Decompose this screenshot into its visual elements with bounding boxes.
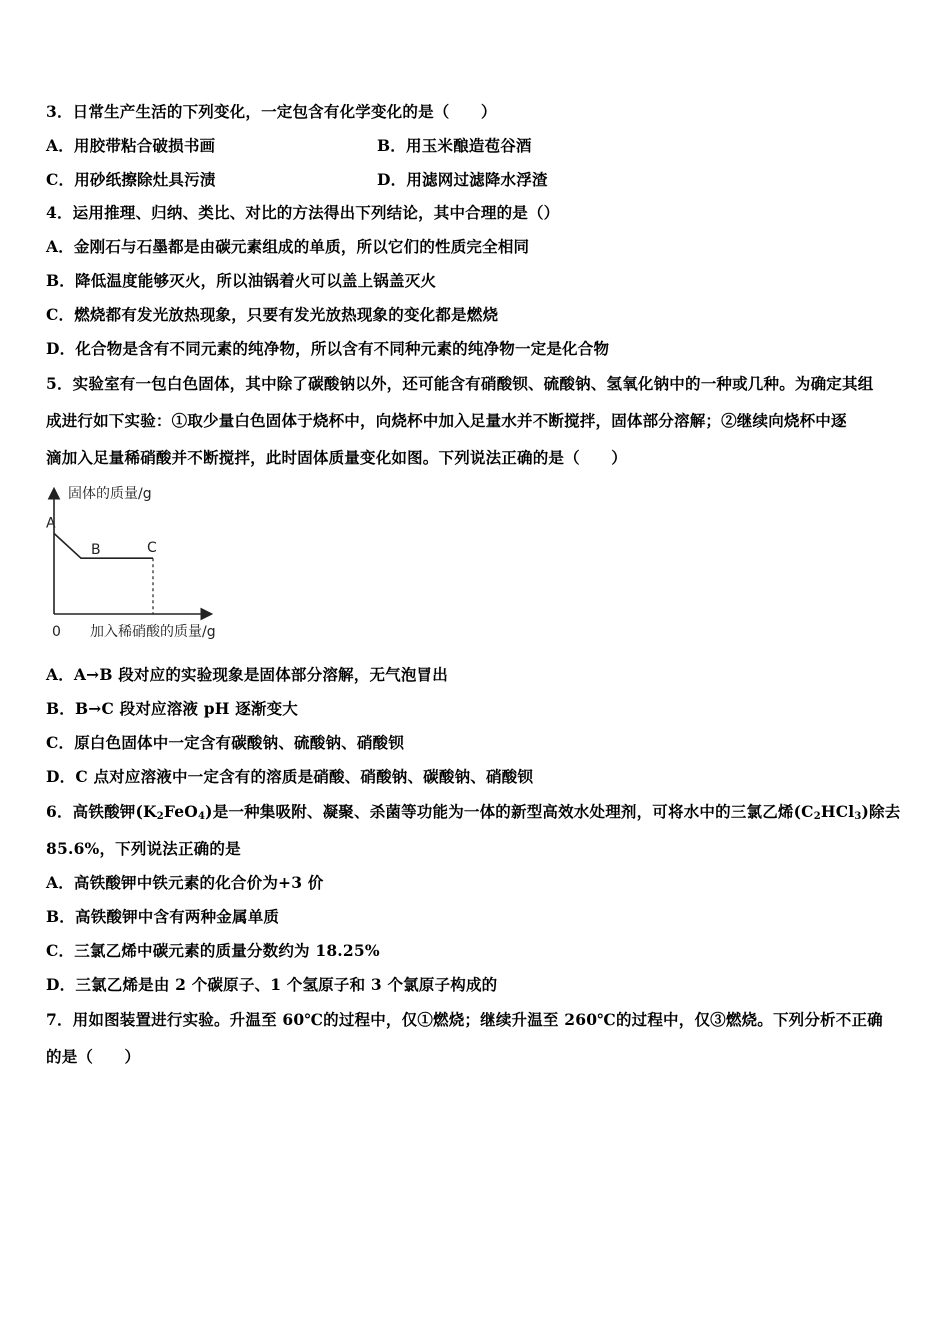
chart-marks	[46, 515, 157, 614]
q4-option-c: C．燃烧都有发光放热现象，只要有发光放热现象的变化都是燃烧	[46, 305, 499, 324]
q3-stem: 3．日常生产生活的下列变化，一定包含有化学变化的是（ ）	[46, 102, 497, 121]
q6-stem-part3: )是一种集吸附、凝聚、杀菌等功能为一体的新型高效水处理剂，可将水中的三氯乙烯(C	[205, 802, 814, 821]
q6-stem-part4: HCl	[820, 802, 855, 821]
origin-label: 0	[52, 624, 61, 640]
q5-option-d: D．C 点对应溶液中一定含有的溶质是硝酸、硝酸钠、碳酸钠、硝酸钡	[46, 767, 534, 786]
q5-option-c: C．原白色固体中一定含有碳酸钠、硫酸钠、硝酸钡	[46, 733, 404, 752]
q3-options-row1	[46, 136, 532, 156]
q5-option-a: A．A→B 段对应的实验现象是固体部分溶解，无气泡冒出	[46, 665, 448, 684]
q7-stem-line1: 7．用如图装置进行实验。升温至 60℃的过程中，仅①燃烧；继续升温至 260℃的过程中，仅③燃烧。下列分析不正确	[46, 1010, 883, 1029]
q3-option-b: B．用玉米酿造苞谷酒	[377, 136, 532, 155]
x-axis-label: 加入稀硝酸的质量/g	[90, 624, 216, 640]
q6-sub4: 3	[854, 811, 862, 822]
point-label-a: A	[46, 515, 56, 532]
q3-option-c: C．用砂纸擦除灶具污渍	[46, 170, 216, 189]
q4-stem: 4．运用推理、归纳、类比、对比的方法得出下列结论，其中合理的是（）	[46, 203, 560, 222]
q5-stem-line3: 滴加入足量稀硝酸并不断搅拌，此时固体质量变化如图。下列说法正确的是（ ）	[46, 448, 627, 467]
q7-stem-line2: 的是（ ）	[46, 1047, 141, 1066]
q6-stem-line1	[46, 802, 900, 822]
q5-option-b: B．B→C 段对应溶液 pH 逐渐变大	[46, 699, 298, 718]
q3-options-row2	[46, 170, 548, 190]
q6-sub3: 2	[813, 811, 821, 822]
q3-option-d: D．用滤网过滤降水浮渣	[377, 170, 548, 189]
q4-option-a: A．金刚石与石墨都是由碳元素组成的单质，所以它们的性质完全相同	[46, 237, 530, 256]
q3-option-a: A．用胶带粘合破损书画	[46, 136, 216, 155]
q6-stem-part1: 6．高铁酸钾(K	[46, 802, 157, 821]
q6-option-d: D．三氯乙烯是由 2 个碳原子、1 个氢原子和 3 个氯原子构成的	[46, 975, 498, 994]
point-label-b: B	[91, 542, 101, 559]
solid-mass-chart	[40, 484, 260, 644]
q6-stem-part5: )除去	[861, 802, 901, 821]
q5-stem-line1: 5．实验室有一包白色固体，其中除了碳酸钠以外，还可能含有硝酸钡、硫酸钠、氢氧化钠中的一种或几种。为确定其组	[46, 374, 874, 393]
q4-option-d: D．化合物是含有不同元素的纯净物，所以含有不同种元素的纯净物一定是化合物	[46, 339, 610, 358]
q6-stem-line2: 85.6%，下列说法正确的是	[46, 839, 241, 858]
q6-stem-part2: FeO	[163, 802, 198, 821]
q6-option-a: A．高铁酸钾中铁元素的化合价为+3 价	[46, 873, 324, 892]
q6-option-b: B．高铁酸钾中含有两种金属单质	[46, 907, 280, 926]
q6-sub1: 2	[156, 811, 164, 822]
mass-curve	[54, 533, 153, 558]
q6-sub2: 4	[198, 811, 206, 822]
point-label-c: C	[147, 540, 157, 557]
q4-option-b: B．降低温度能够灭火，所以油锅着火可以盖上锅盖灭火	[46, 271, 437, 290]
q5-stem-line2: 成进行如下实验：①取少量白色固体于烧杯中，向烧杯中加入足量水并不断搅拌，固体部分溶解；②继续向烧杯中逐	[46, 411, 847, 430]
y-axis-label: 固体的质量/g	[68, 486, 152, 502]
q6-option-c: C．三氯乙烯中碳元素的质量分数约为 18.25%	[46, 941, 380, 960]
